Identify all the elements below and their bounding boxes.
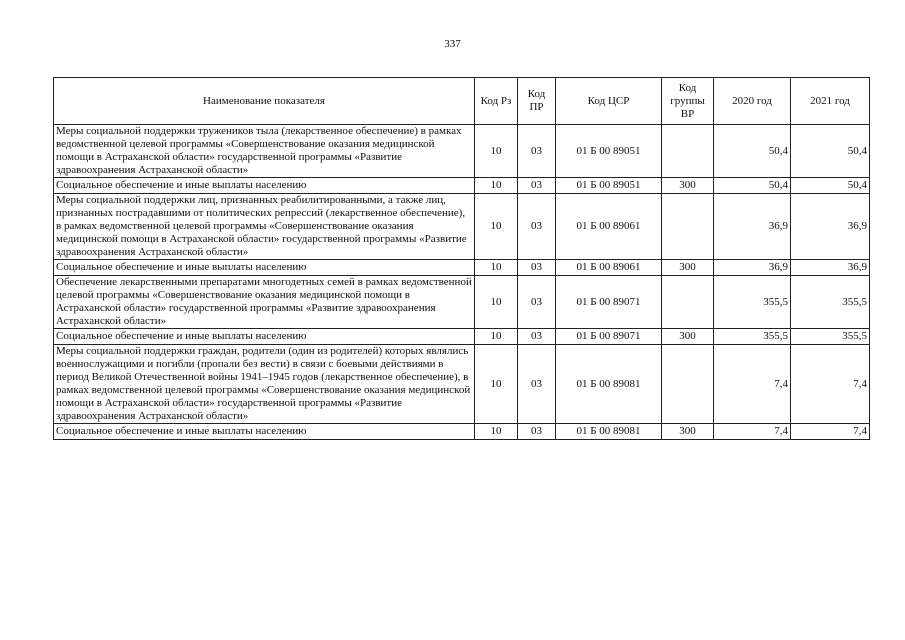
row-vr: 300 bbox=[662, 260, 714, 276]
row-rz: 10 bbox=[475, 125, 518, 178]
row-pr: 03 bbox=[518, 345, 556, 424]
row-vr bbox=[662, 194, 714, 260]
row-pr: 03 bbox=[518, 329, 556, 345]
row-2021: 50,4 bbox=[791, 178, 870, 194]
row-csr: 01 Б 00 89051 bbox=[556, 125, 662, 178]
header-rz: Код Рз bbox=[475, 78, 518, 125]
table-row bbox=[54, 345, 870, 424]
row-name: Социальное обеспечение и иные выплаты населению bbox=[54, 260, 475, 276]
row-2020: 50,4 bbox=[714, 125, 791, 178]
row-pr: 03 bbox=[518, 178, 556, 194]
row-csr: 01 Б 00 89071 bbox=[556, 329, 662, 345]
table-row bbox=[54, 276, 870, 329]
header-csr: Код ЦСР bbox=[556, 78, 662, 125]
row-csr: 01 Б 00 89051 bbox=[556, 178, 662, 194]
row-2021: 7,4 bbox=[791, 345, 870, 424]
row-vr: 300 bbox=[662, 178, 714, 194]
budget-table bbox=[53, 77, 870, 440]
row-name: Социальное обеспечение и иные выплаты населению bbox=[54, 424, 475, 440]
row-vr: 300 bbox=[662, 424, 714, 440]
header-pr: Код ПР bbox=[518, 78, 556, 125]
table-row bbox=[54, 178, 870, 194]
row-pr: 03 bbox=[518, 276, 556, 329]
row-vr bbox=[662, 345, 714, 424]
row-rz: 10 bbox=[475, 424, 518, 440]
row-rz: 10 bbox=[475, 260, 518, 276]
row-pr: 03 bbox=[518, 424, 556, 440]
row-name: Меры социальной поддержки лиц, признанных реабилитированными, а также лиц, признанных пострадавшими от политических репрессий (лекарственное обеспечение), в рамках ведомственной целевой программы «Совершенствование оказания медицинской помощи в Астраханской области» государственной программы «Развитие здравоохранения Астраханской области» bbox=[54, 194, 475, 260]
row-2021: 7,4 bbox=[791, 424, 870, 440]
row-csr: 01 Б 00 89081 bbox=[556, 345, 662, 424]
row-vr bbox=[662, 125, 714, 178]
table-row bbox=[54, 329, 870, 345]
row-2020: 36,9 bbox=[714, 194, 791, 260]
table-row bbox=[54, 194, 870, 260]
row-rz: 10 bbox=[475, 329, 518, 345]
row-2021: 36,9 bbox=[791, 260, 870, 276]
row-name: Обеспечение лекарственными препаратами многодетных семей в рамках ведомственной целевой программы «Совершенствование оказания медицинской помощи в Астраханской области» государственной программы «Развитие здравоохранения Астраханской области» bbox=[54, 276, 475, 329]
row-rz: 10 bbox=[475, 178, 518, 194]
row-2020: 36,9 bbox=[714, 260, 791, 276]
row-2020: 355,5 bbox=[714, 276, 791, 329]
row-name: Социальное обеспечение и иные выплаты населению bbox=[54, 329, 475, 345]
page-number: 337 bbox=[444, 38, 461, 50]
row-csr: 01 Б 00 89071 bbox=[556, 276, 662, 329]
row-2020: 7,4 bbox=[714, 345, 791, 424]
table-header-row bbox=[54, 78, 870, 125]
row-csr: 01 Б 00 89081 bbox=[556, 424, 662, 440]
row-2020: 355,5 bbox=[714, 329, 791, 345]
row-2021: 355,5 bbox=[791, 276, 870, 329]
row-rz: 10 bbox=[475, 194, 518, 260]
table-row bbox=[54, 424, 870, 440]
row-rz: 10 bbox=[475, 276, 518, 329]
row-2021: 36,9 bbox=[791, 194, 870, 260]
row-2021: 355,5 bbox=[791, 329, 870, 345]
row-pr: 03 bbox=[518, 194, 556, 260]
row-name: Меры социальной поддержки граждан, родители (один из родителей) которых являлись военнослужащими и погибли (пропали без вести) в связи с боевыми действиями в период Великой Отечественной войны 1941–1945 годов (лекарственное обеспечение), в рамках ведомственной целевой программы «Совершенствование оказания медицинской помощи в Астраханской области» государственной программы «Развитие здравоохранения Астраханской области» bbox=[54, 345, 475, 424]
header-name: Наименование показателя bbox=[54, 78, 475, 125]
row-csr: 01 Б 00 89061 bbox=[556, 260, 662, 276]
row-2020: 7,4 bbox=[714, 424, 791, 440]
row-csr: 01 Б 00 89061 bbox=[556, 194, 662, 260]
header-vr: Код группы ВР bbox=[662, 78, 714, 125]
row-pr: 03 bbox=[518, 125, 556, 178]
header-2021: 2021 год bbox=[791, 78, 870, 125]
row-rz: 10 bbox=[475, 345, 518, 424]
header-2020: 2020 год bbox=[714, 78, 791, 125]
row-name: Социальное обеспечение и иные выплаты населению bbox=[54, 178, 475, 194]
table-row bbox=[54, 260, 870, 276]
row-vr: 300 bbox=[662, 329, 714, 345]
row-pr: 03 bbox=[518, 260, 556, 276]
row-2020: 50,4 bbox=[714, 178, 791, 194]
row-name: Меры социальной поддержки тружеников тыла (лекарственное обеспечение) в рамках ведомственной целевой программы «Совершенствование оказания медицинской помощи в Астраханской области» государственной программы «Развитие здравоохранения Астраханской области» bbox=[54, 125, 475, 178]
table-row bbox=[54, 125, 870, 178]
row-vr bbox=[662, 276, 714, 329]
row-2021: 50,4 bbox=[791, 125, 870, 178]
